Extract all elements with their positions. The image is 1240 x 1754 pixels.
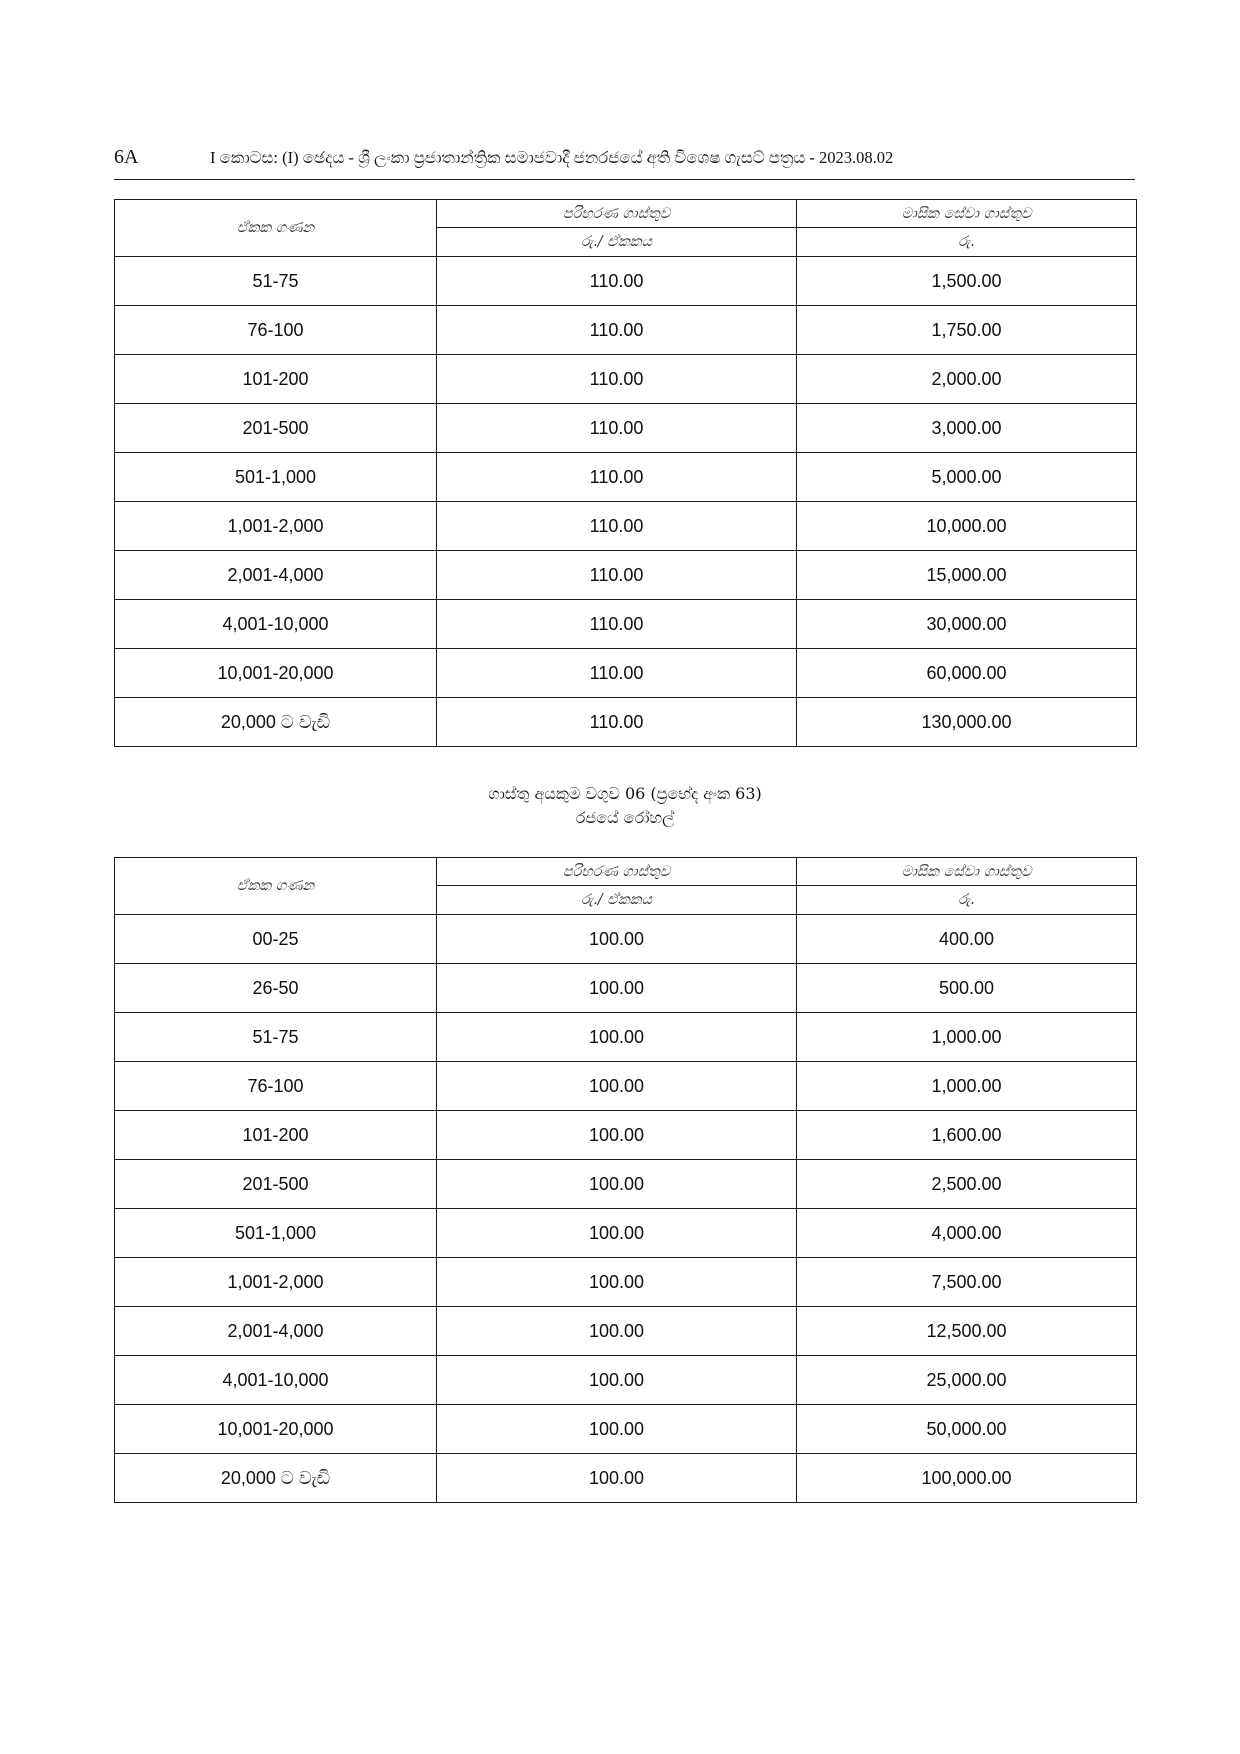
cell-unit-range: 20,000 ට වැඩි	[115, 698, 437, 747]
table-row	[115, 355, 1137, 404]
cell-unit-range: 501-1,000	[115, 453, 437, 502]
cell-usage-charge: 100.00	[437, 1062, 797, 1111]
cell-usage-charge: 100.00	[437, 1160, 797, 1209]
table-2-caption-category: රජයේ රෝහල්	[575, 808, 675, 827]
cell-usage-charge: 110.00	[437, 649, 797, 698]
cell-monthly-charge: 1,750.00	[797, 306, 1137, 355]
table-row	[115, 1013, 1137, 1062]
cell-monthly-charge: 15,000.00	[797, 551, 1137, 600]
cell-usage-charge: 110.00	[437, 502, 797, 551]
column-header-usage-charge: පරිභරණ ගාස්තුව	[437, 200, 797, 228]
table-row	[115, 1209, 1137, 1258]
cell-unit-range: 2,001-4,000	[115, 551, 437, 600]
cell-monthly-charge: 130,000.00	[797, 698, 1137, 747]
cell-usage-charge: 100.00	[437, 915, 797, 964]
table-row	[115, 649, 1137, 698]
table-row	[115, 453, 1137, 502]
cell-monthly-charge: 7,500.00	[797, 1258, 1137, 1307]
table-row	[115, 502, 1137, 551]
cell-unit-range: 101-200	[115, 1111, 437, 1160]
gazette-header-text: I කොටස: (I) ඡෙදය - ශ්‍රී ලංකා ප්‍රජාතාන්ත්‍රික සමාජවාදී ජනරජයේ අති විශෙෂ ගැසට් පත්‍රය - 2023.08.02	[210, 148, 894, 167]
cell-unit-range: 1,001-2,000	[115, 502, 437, 551]
cell-usage-charge: 100.00	[437, 1454, 797, 1503]
table-header-row	[115, 200, 1137, 228]
fee-table-2-body	[115, 858, 1137, 1503]
cell-usage-charge: 110.00	[437, 698, 797, 747]
column-header-monthly-charge: මාසික සේවා ගාස්තුව	[797, 200, 1137, 228]
column-header-usage-charge: පරිභරණ ගාස්තුව	[437, 858, 797, 886]
cell-usage-charge: 100.00	[437, 1405, 797, 1454]
cell-monthly-charge: 60,000.00	[797, 649, 1137, 698]
fee-table-1-body	[115, 200, 1137, 747]
cell-monthly-charge: 100,000.00	[797, 1454, 1137, 1503]
cell-unit-range: 201-500	[115, 404, 437, 453]
cell-monthly-charge: 2,000.00	[797, 355, 1137, 404]
cell-unit-range: 20,000 ට වැඩි	[115, 1454, 437, 1503]
table-row	[115, 1356, 1137, 1405]
cell-unit-range: 26-50	[115, 964, 437, 1013]
cell-usage-charge: 100.00	[437, 1013, 797, 1062]
cell-unit-range: 4,001-10,000	[115, 600, 437, 649]
cell-unit-range: 00-25	[115, 915, 437, 964]
cell-unit-range: 501-1,000	[115, 1209, 437, 1258]
table-row	[115, 600, 1137, 649]
table-row	[115, 1111, 1137, 1160]
cell-monthly-charge: 400.00	[797, 915, 1137, 964]
cell-usage-charge: 110.00	[437, 306, 797, 355]
cell-usage-charge: 100.00	[437, 1356, 797, 1405]
cell-unit-range: 51-75	[115, 1013, 437, 1062]
cell-monthly-charge: 1,000.00	[797, 1062, 1137, 1111]
cell-unit-range: 101-200	[115, 355, 437, 404]
column-subheader-monthly-unit: රු.	[797, 228, 1137, 257]
cell-unit-range: 10,001-20,000	[115, 1405, 437, 1454]
column-header-units: ඒකක ගණන	[115, 858, 437, 915]
table-row	[115, 257, 1137, 306]
cell-usage-charge: 110.00	[437, 404, 797, 453]
table-row	[115, 1160, 1137, 1209]
fee-table-1	[114, 199, 1137, 747]
cell-monthly-charge: 500.00	[797, 964, 1137, 1013]
column-subheader-monthly-unit: රු.	[797, 886, 1137, 915]
table-row	[115, 964, 1137, 1013]
cell-monthly-charge: 3,000.00	[797, 404, 1137, 453]
cell-usage-charge: 110.00	[437, 257, 797, 306]
cell-usage-charge: 110.00	[437, 600, 797, 649]
cell-monthly-charge: 2,500.00	[797, 1160, 1137, 1209]
cell-unit-range: 2,001-4,000	[115, 1307, 437, 1356]
cell-usage-charge: 100.00	[437, 964, 797, 1013]
cell-monthly-charge: 50,000.00	[797, 1405, 1137, 1454]
cell-usage-charge: 110.00	[437, 453, 797, 502]
table-row	[115, 698, 1137, 747]
column-header-monthly-charge: මාසික සේවා ගාස්තුව	[797, 858, 1137, 886]
table-header-row	[115, 858, 1137, 886]
cell-monthly-charge: 30,000.00	[797, 600, 1137, 649]
cell-unit-range: 1,001-2,000	[115, 1258, 437, 1307]
cell-usage-charge: 100.00	[437, 1111, 797, 1160]
header-divider	[114, 179, 1135, 180]
fee-table-2	[114, 857, 1137, 1503]
table-row	[115, 1062, 1137, 1111]
table-2-caption-title: ගාස්තු අයකුම වගුව 06 (ප්‍රභේද අංක 63)	[488, 784, 762, 803]
cell-usage-charge: 100.00	[437, 1258, 797, 1307]
cell-monthly-charge: 1,500.00	[797, 257, 1137, 306]
cell-monthly-charge: 5,000.00	[797, 453, 1137, 502]
cell-unit-range: 4,001-10,000	[115, 1356, 437, 1405]
table-row	[115, 1454, 1137, 1503]
cell-monthly-charge: 25,000.00	[797, 1356, 1137, 1405]
cell-unit-range: 201-500	[115, 1160, 437, 1209]
cell-monthly-charge: 10,000.00	[797, 502, 1137, 551]
table-row	[115, 1405, 1137, 1454]
cell-monthly-charge: 12,500.00	[797, 1307, 1137, 1356]
cell-unit-range: 76-100	[115, 1062, 437, 1111]
cell-monthly-charge: 4,000.00	[797, 1209, 1137, 1258]
column-subheader-usage-unit: රු./ ඒකකය	[437, 886, 797, 915]
page-number: 6A	[114, 146, 139, 168]
table-row	[115, 1258, 1137, 1307]
table-row	[115, 306, 1137, 355]
cell-unit-range: 51-75	[115, 257, 437, 306]
cell-usage-charge: 110.00	[437, 355, 797, 404]
cell-unit-range: 10,001-20,000	[115, 649, 437, 698]
table-row	[115, 1307, 1137, 1356]
table-row	[115, 915, 1137, 964]
table-row	[115, 551, 1137, 600]
table-row	[115, 404, 1137, 453]
cell-unit-range: 76-100	[115, 306, 437, 355]
cell-monthly-charge: 1,600.00	[797, 1111, 1137, 1160]
cell-usage-charge: 100.00	[437, 1307, 797, 1356]
column-subheader-usage-unit: රු./ ඒකකය	[437, 228, 797, 257]
cell-usage-charge: 110.00	[437, 551, 797, 600]
page-header	[114, 146, 1135, 182]
column-header-units: ඒකක ගණන	[115, 200, 437, 257]
cell-monthly-charge: 1,000.00	[797, 1013, 1137, 1062]
cell-usage-charge: 100.00	[437, 1209, 797, 1258]
